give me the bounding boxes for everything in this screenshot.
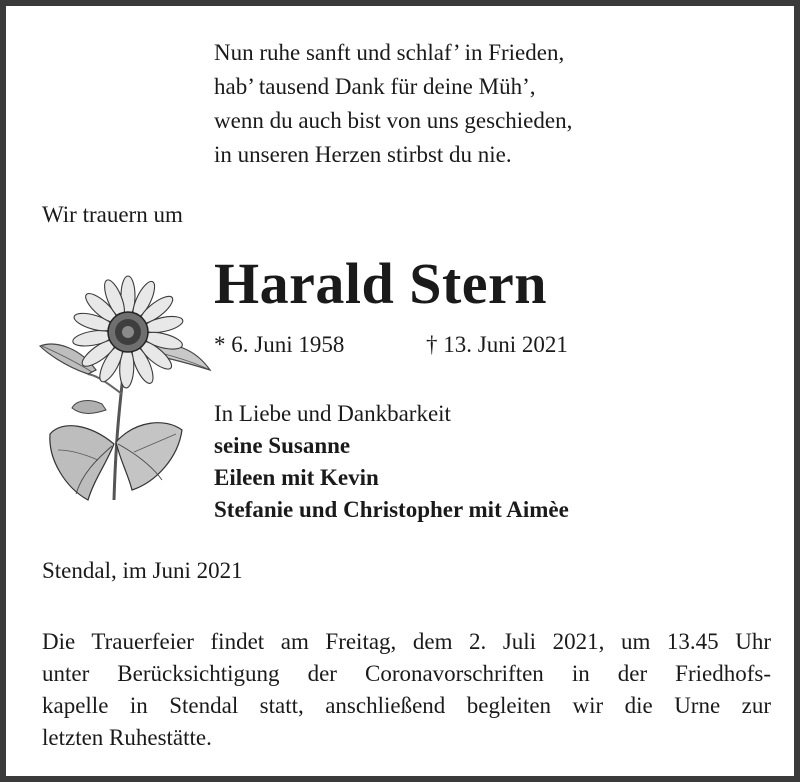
family-block: [214, 398, 569, 526]
funeral-line: kapelle in Stendal statt, anschließend begleiten wir die Urne zur: [42, 693, 771, 718]
place-date: Stendal, im Juni 2021: [42, 558, 243, 583]
death-date: † 13. Juni 2021: [426, 332, 568, 357]
funeral-line: Die Trauerfeier findet am Freitag, dem 2. Juli 2021, um 13.45 Uhr: [42, 629, 771, 654]
verse-line: Nun ruhe sanft und schlaf’ in Frieden,: [214, 40, 565, 65]
family-member: Stefanie und Christopher mit Aimèe: [214, 497, 569, 522]
verse-line: in unseren Herzen stirbst du nie.: [214, 142, 512, 167]
sunflower-icon: [36, 274, 214, 506]
verse-line: hab’ tausend Dank für deine Müh’,: [214, 74, 536, 99]
birth-date: * 6. Juni 1958: [214, 332, 345, 357]
verse: [214, 36, 572, 172]
family-heading: In Liebe und Dankbarkeit: [214, 401, 451, 426]
funeral-line: unter Berücksichtigung der Coronavorschriften in der Friedhofs-: [42, 661, 771, 686]
funeral-notice: [42, 626, 771, 754]
family-member: seine Susanne: [214, 433, 351, 458]
deceased-name: Harald Stern: [214, 251, 548, 316]
verse-line: wenn du auch bist von uns geschieden,: [214, 108, 573, 133]
family-member: Eileen mit Kevin: [214, 465, 379, 490]
intro-text: Wir trauern um: [42, 202, 183, 227]
funeral-line: letzten Ruhestätte.: [42, 725, 212, 750]
